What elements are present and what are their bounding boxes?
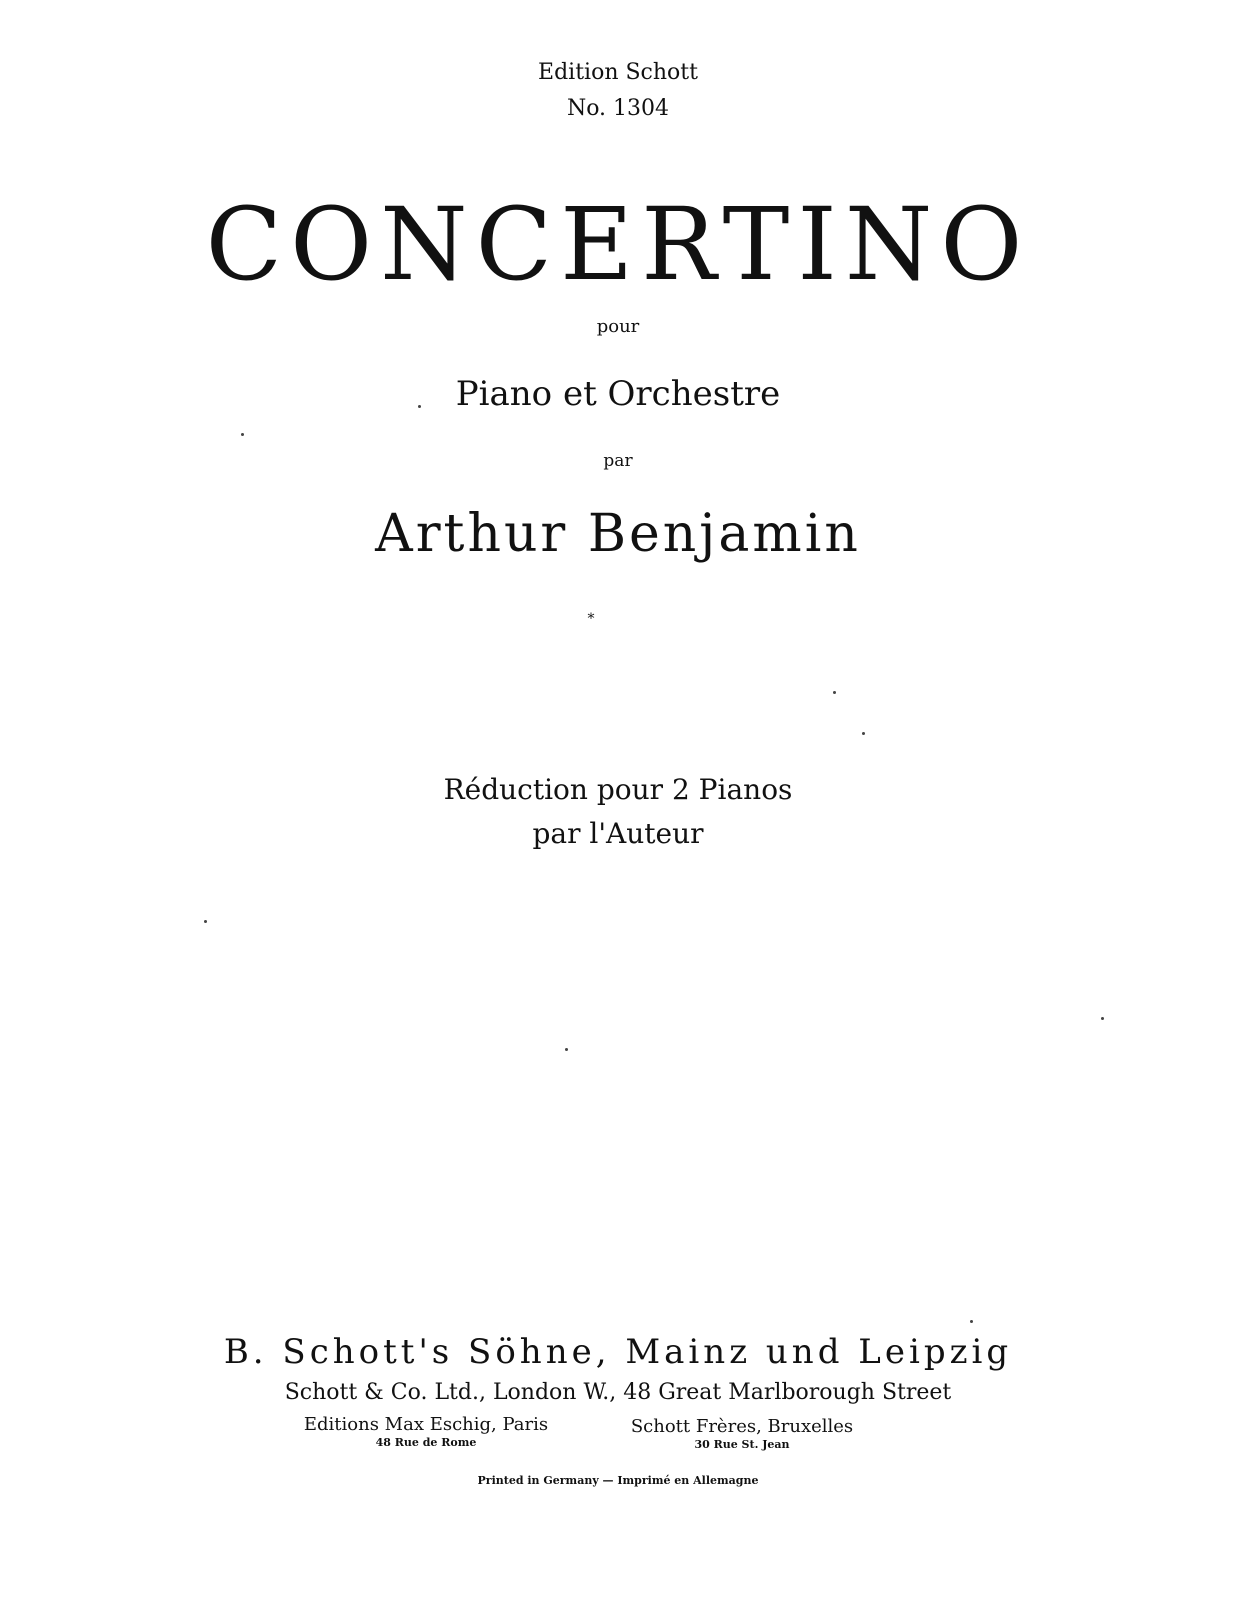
scan-speck [1101, 1017, 1104, 1020]
reduction-note: Réduction pour 2 Pianos [443, 773, 793, 806]
london-agent: Schott & Co. Ltd., London W., 48 Great Marlborough Street [284, 1380, 952, 1405]
composer-name: Arthur Benjamin [375, 504, 861, 564]
pour-label: pour [596, 316, 640, 337]
scan-speck [833, 691, 836, 694]
publisher-name: B. Schott's Söhne, Mainz und Leipzig [223, 1332, 1013, 1372]
scan-speck [970, 1320, 973, 1323]
work-title: CONCERTINO [205, 186, 1031, 303]
edition-number: No. 1304 [566, 96, 670, 121]
paris-agent [292, 1414, 560, 1450]
paris-agent-address: 48 Rue de Rome [375, 1436, 477, 1449]
instrumentation: Piano et Orchestre [455, 374, 781, 414]
scan-speck [241, 433, 244, 436]
brussels-agent-address: 30 Rue St. Jean [694, 1438, 790, 1451]
scan-speck [204, 920, 207, 923]
brussels-agent [626, 1416, 858, 1452]
printed-in-note: Printed in Germany — Imprimé en Allemagne [477, 1474, 759, 1487]
brussels-agent-name: Schott Frères, Bruxelles [630, 1416, 854, 1437]
arranger-note: par l'Auteur [532, 817, 704, 850]
par-label: par [603, 451, 633, 471]
scan-speck [418, 405, 421, 408]
scan-speck [565, 1048, 568, 1051]
asterisk-ornament: * [587, 611, 595, 627]
edition-label: Edition Schott [538, 60, 698, 85]
scan-speck [862, 732, 865, 735]
paris-agent-name: Editions Max Eschig, Paris [303, 1414, 549, 1435]
